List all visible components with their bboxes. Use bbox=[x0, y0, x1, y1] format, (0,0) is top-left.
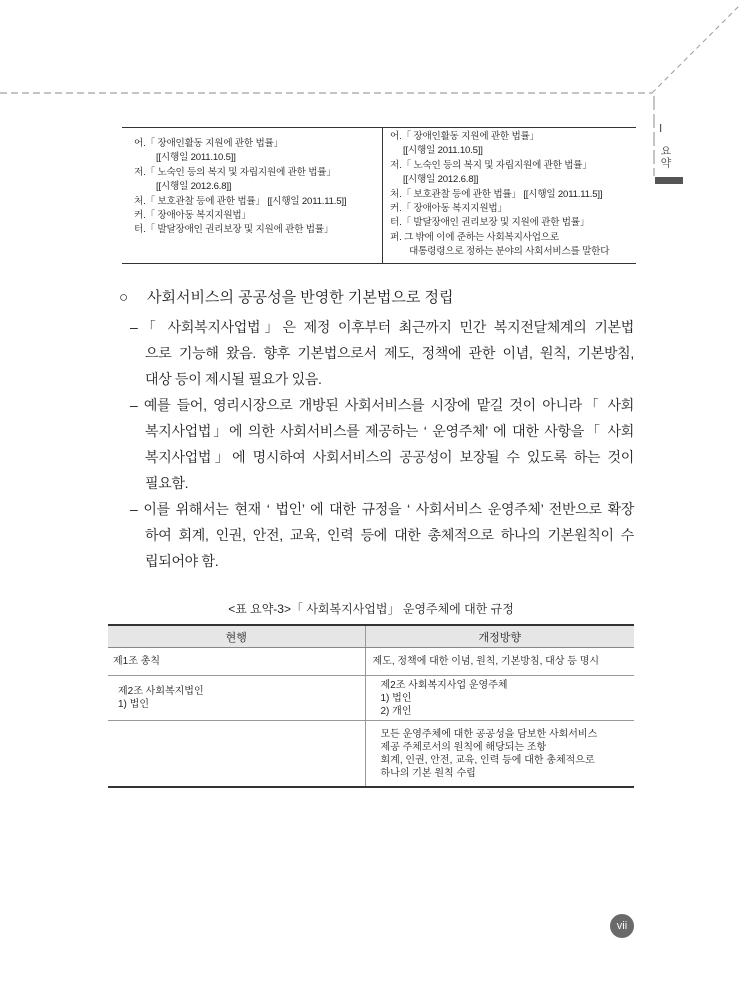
law-list-item: 어.「 장애인활동 지원에 관한 법률」 bbox=[134, 138, 283, 149]
bullet-line: 하여 회계, 인권, 안전, 교육, 인력 등에 대한 총체적으로 하나의 기본원칙이 수 bbox=[145, 527, 634, 543]
law-effective-date: [[시행일 2012.6.8]] bbox=[403, 174, 479, 186]
cell-line: 제2조 사회복지사업 운영주체 bbox=[380, 679, 508, 691]
law-effective-date: [[시행일 2011.10.5]] bbox=[156, 152, 236, 164]
table-header-row bbox=[108, 625, 634, 648]
bullet-line: – 예를 들어, 영리시장으로 개방된 사회서비스를 시장에 맡길 것이 아니라「 사회 bbox=[130, 397, 634, 413]
cell-line: 제2조 사회복지법인 bbox=[118, 686, 204, 697]
law-effective-date: [[시행일 2011.10.5]] bbox=[403, 145, 483, 157]
cell-line: 1) 법인 bbox=[118, 699, 149, 710]
comparison-table bbox=[108, 624, 634, 788]
header-revised: 개정방향 bbox=[365, 625, 634, 648]
table-row bbox=[108, 676, 634, 721]
cell-line: 하나의 기본 원칙 수립 bbox=[380, 767, 476, 779]
law-list-table bbox=[122, 127, 636, 264]
law-list-item: 처.「 보호관찰 등에 관한 법률」 [[시행일 2011.11.5]] bbox=[134, 195, 347, 207]
law-list-item: 터.「 발달장애인 권리보장 및 지원에 관한 법률」 bbox=[390, 217, 590, 229]
law-list-item: 커.「 장애아동 복지지원법」 bbox=[390, 203, 507, 215]
cell-line: 모든 운영주체에 대한 공공성을 담보한 사회서비스 bbox=[380, 728, 598, 740]
bullet-line: 대상 등이 제시될 필요가 있음. bbox=[145, 371, 322, 387]
table-row bbox=[108, 648, 634, 676]
header-current: 현행 bbox=[108, 625, 365, 648]
circle-bullet-icon: ○ bbox=[119, 289, 129, 306]
cell-line: 1) 법인 bbox=[380, 692, 412, 704]
bullet-line: 필요함. bbox=[145, 475, 189, 491]
law-list-item-continuation: 대통령령으로 정하는 분야의 사회서비스를 말한다 bbox=[409, 246, 610, 258]
cell-line: 제도, 정책에 대한 이념, 원칙, 기본방침, 대상 등 명시 bbox=[372, 656, 600, 667]
law-list-item: 커.「 장애아동 복지지원법」 bbox=[134, 210, 251, 222]
section-heading-text: 사회서비스의 공공성을 반영한 기본법으로 정립 bbox=[147, 289, 454, 306]
cell-line: 제1조 총칙 bbox=[113, 656, 160, 667]
law-list-right-column bbox=[383, 128, 636, 263]
bullet-line: 으로 기능해 왔음. 향후 기본법으로서 제도, 정책에 관한 이념, 원칙, 기본방침, bbox=[145, 345, 634, 361]
bullet-line: 립되어야 함. bbox=[145, 553, 219, 569]
bullet-line: –「 사회복지사업법」은 제정 이후부터 최근까지 민간 복지전달체계의 기본법 bbox=[130, 319, 634, 335]
current-cell-empty bbox=[108, 721, 365, 788]
law-list-item: 처.「 보호관찰 등에 관한 법률」 [[시행일 2011.11.5]] bbox=[390, 188, 603, 200]
law-list-item: 저.「 노숙인 등의 복지 및 자립지원에 관한 법률」 bbox=[134, 166, 336, 178]
law-list-item: 터.「 발달장애인 권리보장 및 지원에 관한 법률」 bbox=[134, 224, 334, 236]
law-list-item: 퍼. 그 밖에 이에 준하는 사회복지사업으로 bbox=[390, 231, 559, 243]
page-number-badge: vii bbox=[610, 914, 634, 938]
bullet-line: 복지사업법」에 명시하여 사회서비스의 공공성이 보장될 수 있도록 하는 것이 bbox=[145, 449, 634, 465]
cell-line: 2) 개인 bbox=[380, 705, 412, 717]
law-list-item: 저.「 노숙인 등의 복지 및 자립지원에 관한 법률」 bbox=[390, 159, 592, 171]
revised-cell bbox=[365, 648, 634, 676]
cell-line: 제공 주체로서의 원칙에 해당되는 조항 bbox=[380, 741, 547, 753]
current-cell bbox=[108, 648, 365, 676]
law-list-item: 어.「 장애인활동 지원에 관한 법률」 bbox=[390, 131, 539, 142]
law-effective-date: [[시행일 2012.6.8]] bbox=[156, 181, 232, 193]
bullet-line: 복지사업법」에 의한 사회서비스를 제공하는 ‘ 운영주체’ 에 대한 사항을「 사회 bbox=[145, 423, 634, 439]
chapter-tab-numeral: Ⅰ bbox=[659, 123, 663, 135]
cell-line: 회계, 인권, 안전, 교육, 인력 등에 대한 총체적으로 bbox=[380, 754, 595, 766]
current-cell bbox=[108, 676, 365, 721]
chapter-tab-bar bbox=[655, 177, 683, 184]
table-caption: <표 요약-3>「 사회복지사업법」 운영주체에 대한 규정 bbox=[228, 602, 514, 616]
law-list-left-column bbox=[122, 128, 383, 263]
table-row bbox=[108, 721, 634, 788]
revised-cell bbox=[365, 721, 634, 788]
bullet-line: – 이를 위해서는 현재 ‘ 법인’ 에 대한 규정을 ‘ 사회서비스 운영주체’ 전반으로 확장 bbox=[130, 501, 634, 517]
revised-cell bbox=[365, 676, 634, 721]
chapter-tab-label: 요약 bbox=[659, 145, 671, 169]
